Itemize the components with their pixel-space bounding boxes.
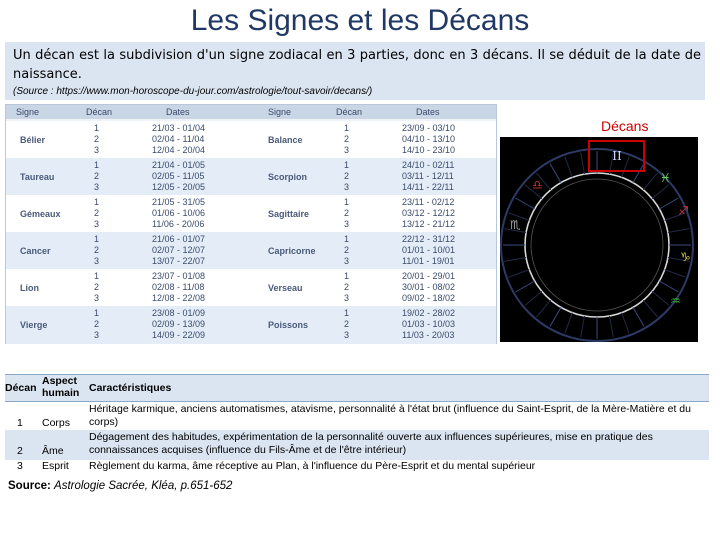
decan-number: 3	[94, 145, 100, 155]
header-dates: Dates	[416, 107, 440, 117]
decan-dates: 04/10 - 13/10	[402, 134, 456, 144]
decan-number: 2	[94, 134, 100, 144]
decans-label: Décans	[601, 118, 649, 134]
decan-dates: 11/06 - 20/06	[152, 219, 205, 229]
decan-dates: 23/11 - 02/12	[402, 197, 455, 207]
decan-number: 1	[94, 271, 100, 281]
sign-name: Bélier	[20, 135, 46, 145]
decan-dates: 03/12 - 12/12	[402, 208, 456, 218]
decan-dates: 02/08 - 11/08	[152, 282, 205, 292]
decan-number: 1	[344, 234, 350, 244]
decan-number: 2	[94, 282, 100, 292]
header-decan: Décan	[5, 382, 37, 394]
zodiac-glyph: ♐	[678, 204, 689, 218]
sign-name: Poissons	[268, 320, 309, 330]
gemini-glyph: II	[612, 149, 622, 163]
zodiac-chart	[500, 137, 698, 342]
decan-dates: 19/02 - 28/02	[402, 308, 456, 318]
decan-dates: 13/12 - 21/12	[402, 219, 456, 229]
decan-dates: 23/07 - 01/08	[152, 271, 206, 281]
decan-dates: 24/10 - 02/11	[402, 160, 455, 170]
decan-dates: 14/09 - 22/09	[152, 330, 206, 340]
decan-number: 1	[94, 308, 100, 318]
decan-dates: 02/07 - 12/07	[152, 245, 206, 255]
decan-number: 1	[94, 160, 100, 170]
zodiac-glyph: ♏	[510, 218, 521, 232]
sign-name: Cancer	[20, 246, 51, 256]
decan-number: 3	[344, 145, 350, 155]
decan-band	[6, 195, 496, 233]
header-decan: Décan	[86, 107, 113, 117]
decan-dates: 11/03 - 20/03	[402, 330, 455, 340]
decan-number: 2	[344, 171, 350, 181]
decan-number: 1	[344, 160, 350, 170]
row-characteristics: Héritage karmique, anciens automatismes, atavisme, personnalité à l'état brut (influence du Saint-Esprit, de la Mère-Matière et du corps)	[89, 403, 691, 428]
decan-number: 3	[94, 182, 100, 192]
decan-dates-table	[5, 104, 497, 344]
decan-number: 2	[344, 208, 350, 218]
decan-number: 2	[94, 208, 100, 218]
row-aspect: Esprit	[42, 460, 69, 472]
intro-source: (Source : https://www.mon-horoscope-du-jour.com/astrologie/tout-savoir/decans/)	[13, 86, 373, 97]
decan-band	[6, 121, 496, 159]
header-characteristics: Caractéristiques	[89, 382, 172, 394]
decan-number: 1	[94, 197, 100, 207]
header-sign: Signe	[268, 107, 292, 117]
decan-dates: 09/02 - 18/02	[402, 293, 456, 303]
row-characteristics: Dégagement des habitudes, expérimentation de la personnalité ouverte aux influences supérieures, mise en pratique des connaissances acquises (influence du Fils-Âme et de l'être intérieur)	[89, 431, 653, 456]
sign-name: Vierge	[20, 320, 48, 330]
page-title: Les Signes et les Décans	[190, 4, 530, 37]
sign-name: Verseau	[268, 283, 303, 293]
decan-band	[6, 158, 496, 196]
center-circle	[531, 179, 663, 311]
header-dates: Dates	[166, 107, 190, 117]
decan-dates: 03/11 - 12/11	[402, 171, 454, 181]
decan-number: 1	[344, 197, 350, 207]
table-row	[5, 402, 709, 432]
decan-number: 2	[344, 245, 350, 255]
decan-number: 2	[94, 319, 100, 329]
decan-dates: 12/08 - 22/08	[152, 293, 206, 303]
sign-name: Sagittaire	[268, 209, 310, 219]
decan-dates: 13/07 - 22/07	[152, 256, 206, 266]
header-aspect: Aspect humain	[42, 375, 80, 399]
table-row	[5, 430, 709, 460]
row-decan: 3	[17, 460, 23, 472]
row-aspect: Âme	[42, 445, 64, 457]
decan-dates: 02/05 - 11/05	[152, 171, 205, 181]
row-aspect: Corps	[42, 417, 71, 429]
source-text: Astrologie Sacrée, Kléa, p.651-652	[54, 480, 233, 492]
decan-dates: 21/03 - 01/04	[152, 123, 206, 133]
decan-number: 1	[344, 308, 350, 318]
decan-dates: 01/01 - 10/01	[402, 245, 456, 255]
zodiac-glyph: ♒	[670, 294, 681, 308]
decan-dates: 01/03 - 10/03	[402, 319, 456, 329]
sign-name: Gémeaux	[20, 209, 61, 219]
source-label: Source:	[8, 480, 51, 492]
decan-number: 3	[94, 330, 100, 340]
decan-dates: 02/04 - 11/04	[152, 134, 205, 144]
zodiac-glyph: ♎	[532, 178, 543, 192]
row-characteristics: Règlement du karma, âme réceptive au Plan, à l'influence du Père-Esprit et du mental supérieur	[89, 460, 536, 472]
decan-number: 1	[344, 271, 350, 281]
decan-number: 2	[94, 245, 100, 255]
decan-dates: 01/06 - 10/06	[152, 208, 206, 218]
decan-dates: 11/01 - 19/01	[402, 256, 455, 266]
decan-number: 1	[94, 123, 100, 133]
decan-band	[6, 306, 496, 344]
decan-number: 3	[94, 256, 100, 266]
sign-name: Scorpion	[268, 172, 308, 182]
decan-band	[6, 269, 496, 307]
row-decan: 1	[17, 417, 23, 429]
decan-number: 3	[94, 219, 100, 229]
decan-band	[6, 232, 496, 270]
decan-table-header	[6, 105, 496, 119]
intro-text: Un décan est la subdivision d'un signe zodiacal en 3 parties, donc en 3 décans. Il se déduit de la date de naissance.	[13, 48, 701, 82]
decan-number: 3	[344, 182, 350, 192]
decan-number: 2	[94, 171, 100, 181]
decan-dates: 21/04 - 01/05	[152, 160, 206, 170]
decan-dates: 22/12 - 31/12	[402, 234, 456, 244]
decan-number: 3	[344, 219, 350, 229]
decan-number: 3	[344, 330, 350, 340]
sign-name: Lion	[20, 283, 39, 293]
decan-dates: 12/05 - 20/05	[152, 182, 206, 192]
source-citation	[8, 480, 232, 492]
intro-box	[5, 42, 705, 100]
decan-dates: 14/11 - 22/11	[402, 182, 454, 192]
header-sign: Signe	[16, 107, 40, 117]
sign-name: Balance	[268, 135, 303, 145]
decan-dates: 21/05 - 31/05	[152, 197, 206, 207]
decan-number: 2	[344, 282, 350, 292]
header-decan: Décan	[336, 107, 363, 117]
decan-dates: 23/09 - 03/10	[402, 123, 456, 133]
zodiac-glyph: ♓	[660, 171, 671, 185]
decan-dates: 12/04 - 20/04	[152, 145, 206, 155]
decan-number: 3	[344, 293, 350, 303]
sign-name: Capricorne	[268, 246, 316, 256]
decan-number: 2	[344, 134, 350, 144]
decan-number: 1	[344, 123, 350, 133]
decan-dates: 02/09 - 13/09	[152, 319, 206, 329]
table-row	[5, 460, 709, 474]
decan-dates: 21/06 - 01/07	[152, 234, 206, 244]
decan-number: 2	[344, 319, 350, 329]
zodiac-glyph: ♑	[680, 250, 691, 264]
row-decan: 2	[17, 445, 23, 457]
decan-dates: 23/08 - 01/09	[152, 308, 206, 318]
decan-dates: 20/01 - 29/01	[402, 271, 456, 281]
decan-number: 1	[94, 234, 100, 244]
sign-name: Taureau	[20, 172, 55, 182]
decan-number: 3	[344, 256, 350, 266]
decan-number: 3	[94, 293, 100, 303]
decan-dates: 14/10 - 23/10	[402, 145, 456, 155]
decan-dates: 30/01 - 08/02	[402, 282, 456, 292]
characteristics-header	[5, 374, 709, 402]
